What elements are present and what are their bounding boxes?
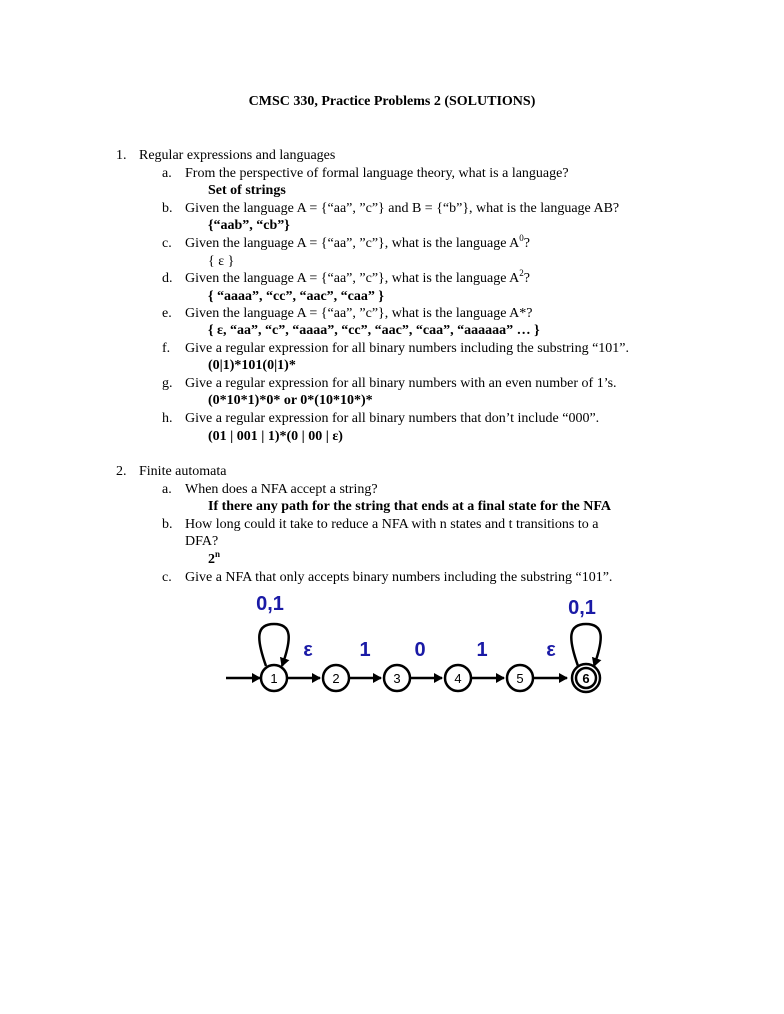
- nfa-diagram: [220, 588, 610, 698]
- item-1f-answer: (0|1)*101(0|1)*: [208, 358, 296, 373]
- page-title: CMSC 330, Practice Problems 2 (SOLUTIONS): [248, 94, 536, 109]
- item-2b-question-line1: How long could it take to reduce a NFA with n states and t transitions to a: [185, 517, 599, 532]
- item-1f-letter: f.: [162, 341, 171, 356]
- item-1c-answer: { ε }: [208, 254, 235, 269]
- item-1g-answer: (0*10*1)*0* or 0*(10*10*)*: [208, 393, 373, 408]
- section-2-heading: Finite automata: [139, 464, 227, 479]
- item-1a-question: From the perspective of formal language theory, what is a language?: [185, 166, 569, 181]
- item-1e-letter: e.: [162, 306, 172, 321]
- item-1d-question: Given the language A = {“aa”, ”c”}, what is the language $A^2$?: [185, 268, 530, 286]
- section-1-heading: Regular expressions and languages: [139, 148, 336, 163]
- item-2b-letter: b.: [162, 517, 173, 532]
- loop-state-1: [259, 624, 288, 666]
- item-1a-letter: a.: [162, 166, 172, 181]
- item-1h-answer: (01 | 001 | 1)*(0 | 00 | ε): [208, 429, 343, 444]
- edge-1-2-label: ε: [303, 639, 313, 661]
- item-1h-question: Give a regular expression for all binary numbers that don’t include “000”.: [185, 411, 600, 426]
- item-1b-answer: {“aab”, “cb”}: [208, 218, 290, 233]
- nfa-svg: [220, 588, 610, 698]
- item-1h-letter: h.: [162, 411, 173, 426]
- edge-2-3-label: 1: [359, 639, 371, 661]
- state-6-label: 6: [582, 671, 590, 686]
- item-2b-answer: 2$^n$: [208, 549, 221, 567]
- item-1b-question: Given the language A = {“aa”, ”c”} and B = {“b”}, what is the language AB?: [185, 201, 620, 216]
- state-1-label: 1: [270, 671, 278, 686]
- item-2b-question-line2: DFA?: [185, 534, 219, 549]
- item-1e-question: Given the language A = {“aa”, ”c”}, what is the language A*?: [185, 306, 533, 321]
- state-2-label: 2: [332, 671, 340, 686]
- item-1c-letter: c.: [162, 236, 172, 251]
- item-2a-answer: If there any path for the string that ends at a final state for the NFA: [208, 499, 611, 514]
- edge-3-4-label: 0: [414, 639, 426, 661]
- section-2-number: 2.: [116, 464, 127, 479]
- loop-state-6: [571, 624, 600, 666]
- item-1a-answer: Set of strings: [208, 183, 286, 198]
- edge-5-6-label: ε: [546, 639, 556, 661]
- item-1g-question: Give a regular expression for all binary numbers with an even number of 1’s.: [185, 376, 617, 391]
- item-2c-question: Give a NFA that only accepts binary numbers including the substring “101”.: [185, 570, 613, 585]
- item-1d-letter: d.: [162, 271, 173, 286]
- item-2c-letter: c.: [162, 570, 172, 585]
- state-3-label: 3: [393, 671, 401, 686]
- item-2a-letter: a.: [162, 482, 172, 497]
- item-1c-question: Given the language A = {“aa”, ”c”}, what is the language $A^0$?: [185, 233, 530, 251]
- item-1d-answer: { “aaaa”, “cc”, “aac”, “caa” }: [208, 289, 384, 304]
- item-1g-letter: g.: [162, 376, 173, 391]
- loop-6-label: 0,1: [568, 597, 596, 619]
- state-4-label: 4: [454, 671, 462, 686]
- edge-4-5-label: 1: [476, 639, 488, 661]
- state-5-label: 5: [516, 671, 524, 686]
- item-1f-question: Give a regular expression for all binary numbers including the substring “101”.: [185, 341, 629, 356]
- loop-1-label: 0,1: [256, 593, 284, 615]
- item-1b-letter: b.: [162, 201, 173, 216]
- item-2a-question: When does a NFA accept a string?: [185, 482, 378, 497]
- item-1e-answer: { ε, “aa”, “c”, “aaaa”, “cc”, “aac”, “caa”, “aaaaaa” … }: [208, 323, 540, 338]
- section-1-number: 1.: [116, 148, 127, 163]
